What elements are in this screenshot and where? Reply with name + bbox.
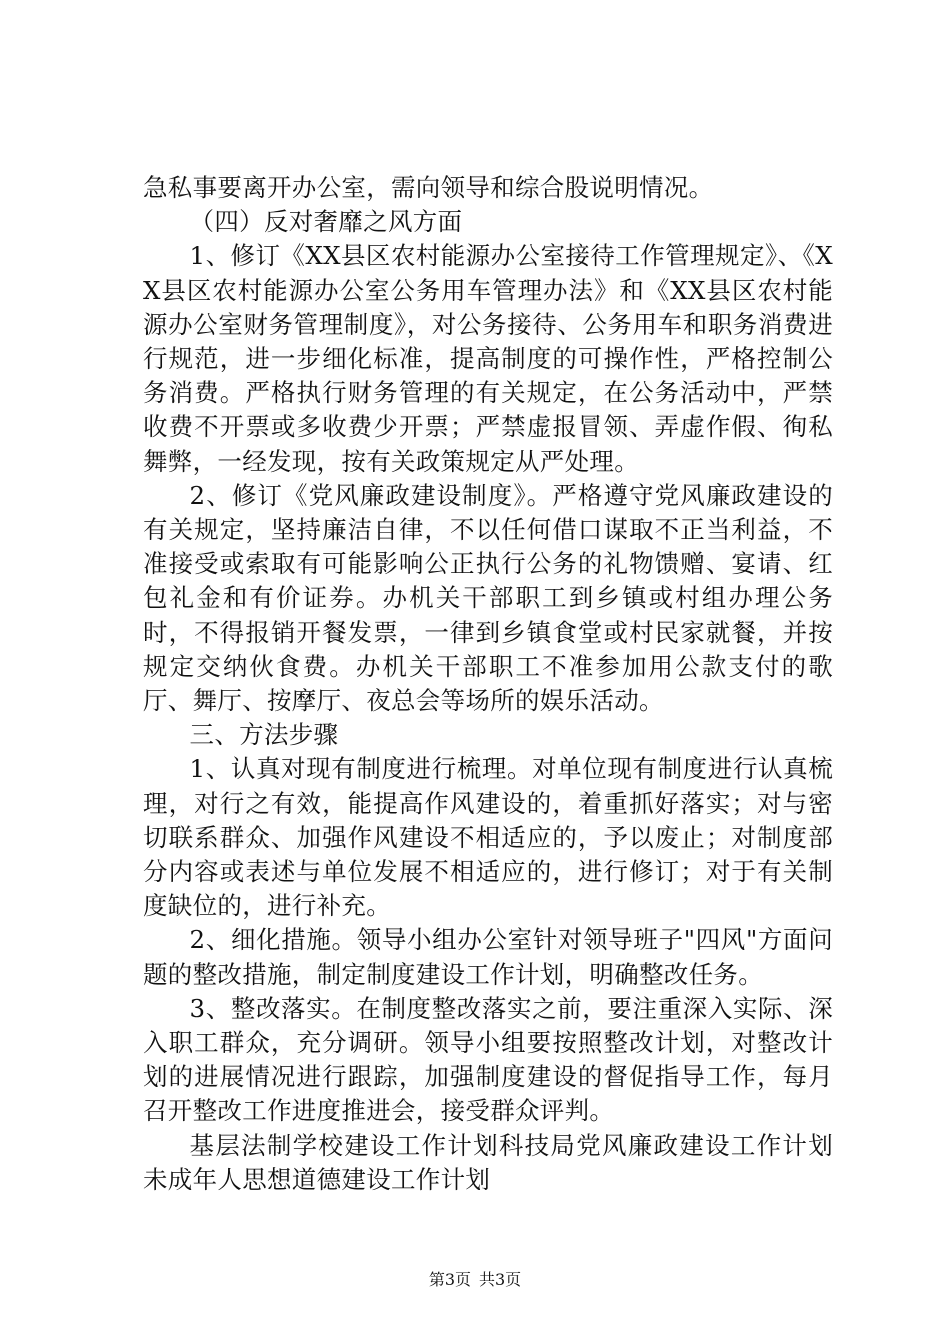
related-links-text: 基层法制学校建设工作计划科技局党风廉政建设工作计划未成年人思想道德建设工作计划 (143, 1130, 833, 1194)
document-body (143, 171, 833, 1197)
page-footer (0, 1270, 950, 1290)
paragraph-6: 1、认真对现有制度进行梳理。对单位现有制度进行认真梳理，对行之有效，能提高作风建设的，着重抓好落实；对与密切联系群众、加强作风建设不相适应的，予以废止；对制度部分内容或表述与单位发展不相适应的，进行修订；对于有关制度缺位的，进行补充。 (143, 754, 833, 921)
page-number-current: 第3页 (428, 1270, 471, 1289)
paragraph-1: 急私事要离开办公室，需向领导和综合股说明情况。 (143, 173, 714, 202)
page-number-total: 共3页 (479, 1270, 522, 1289)
paragraph-3: 1、修订《XX县区农村能源办公室接待工作管理规定》、《XX县区农村能源办公室公务用车管理办法》和《XX县区农村能源办公室财务管理制度》，对公务接待、公务用车和职务消费进行规范，进一步细化标准，提高制度的可操作性，严格控制公务消费。严格执行财务管理的有关规定，在公务活动中，严禁收费不开票或多收费少开票；严禁虚报冒领、弄虚作假、徇私舞弊，一经发现，按有关政策规定从严处理。 (143, 241, 833, 476)
section-heading-anti-extravagance: （四）反对奢靡之风方面 (189, 207, 463, 237)
paragraph-8: 3、整改落实。在制度整改落实之前，要注重深入实际、深入职工群众，充分调研。领导小组要按照整改计划，对整改计划的进展情况进行跟踪，加强制度建设的督促指导工作，每月召开整改工作进度推进会，接受群众评判。 (143, 993, 833, 1126)
paragraph-4: 2、修订《党风廉政建设制度》。严格遵守党风廉政建设的有关规定，坚持廉洁自律，不以任何借口谋取不正当利益，不准接受或索取有可能影响公正执行公务的礼物馈赠、宴请、红包礼金和有价证券。办机关干部职工到乡镇或村组办理公务时，不得报销开餐发票，一律到乡镇食堂或村民家就餐，并按规定交纳伙食费。办机关干部职工不准参加用公款支付的歌厅、舞厅、按摩厅、夜总会等场所的娱乐活动。 (143, 480, 833, 716)
section-heading-methods: 三、方法步骤 (189, 720, 339, 750)
paragraph-7: 2、细化措施。领导小组办公室针对领导班子"四风"方面问题的整改措施，制定制度建设工作计划，明确整改任务。 (143, 925, 833, 989)
